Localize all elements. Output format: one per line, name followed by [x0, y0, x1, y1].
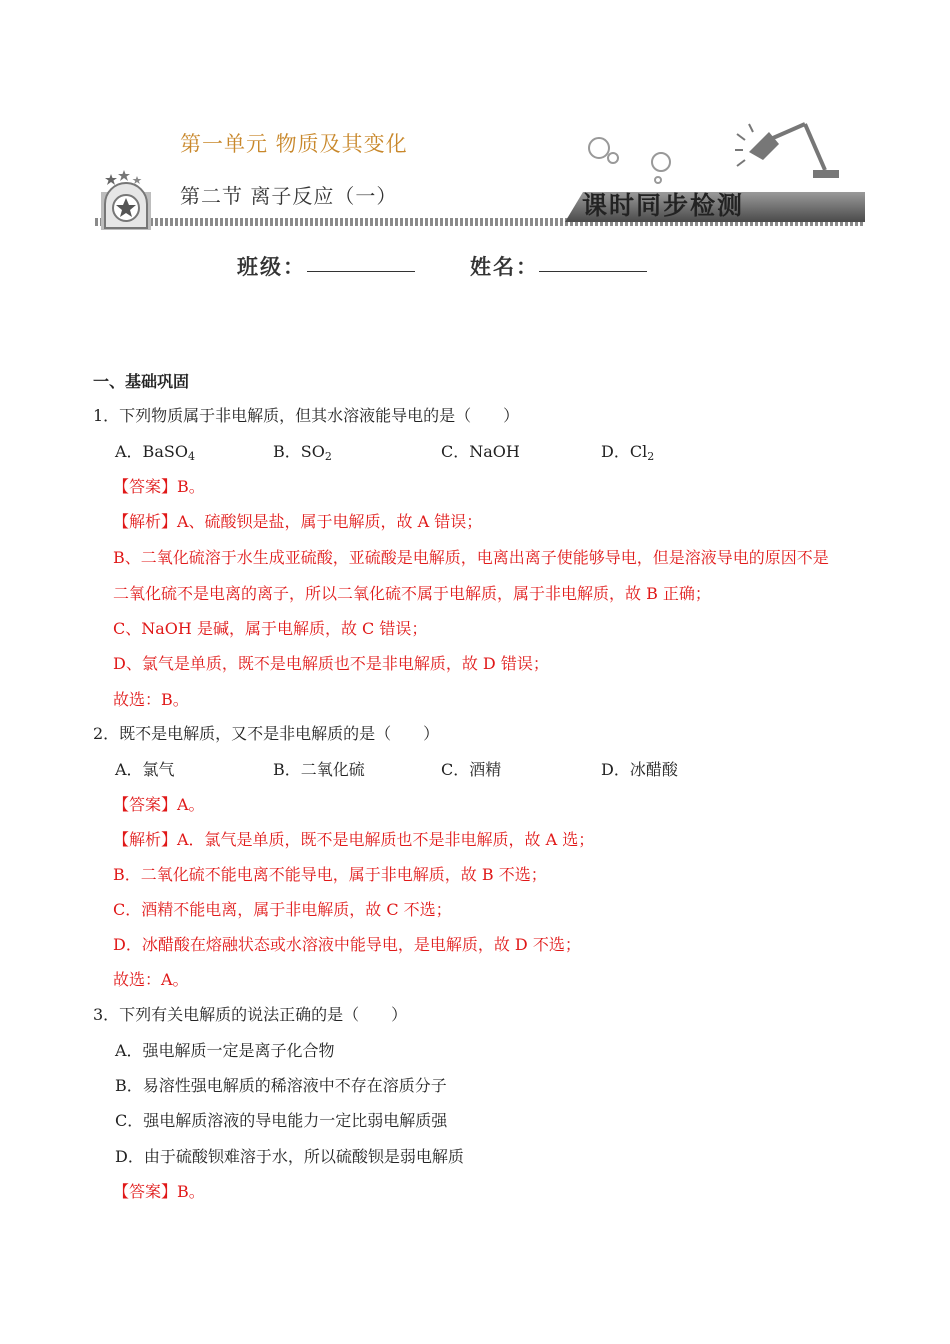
q1-analysis-line: 【解析】A、硫酸钡是盐，属于电解质，故 A 错误； [113, 512, 483, 531]
section-heading: 一、基础巩固 [93, 372, 190, 391]
unit-title: 第一单元 物质及其变化 [180, 132, 408, 156]
q2-analysis-line: B．二氧化硫不能电离不能导电，属于非电解质，故 B 不选； [113, 865, 547, 884]
q2-analysis-line: 故选：A。 [113, 970, 189, 989]
q2-analysis-line: D．冰醋酸在熔融状态或水溶液中能导电，是电解质，故 D 不选； [113, 935, 581, 954]
q2-option-c: C．酒精 [441, 760, 502, 779]
q3-option-a: A．强电解质一定是离子化合物 [115, 1041, 335, 1060]
bubble-icon [585, 135, 621, 165]
q2-option-d: D．冰醋酸 [601, 760, 678, 779]
q3-stem: 3．下列有关电解质的说法正确的是（ ） [93, 1005, 408, 1024]
star-badge-icon [97, 170, 155, 232]
q1-answer: 【答案】B。 [113, 477, 205, 496]
q2-option-a: A．氯气 [115, 760, 175, 779]
q1-stem: 1．下列物质属于非电解质，但其水溶液能导电的是（ ） [93, 406, 520, 425]
q3-answer: 【答案】B。 [113, 1182, 205, 1201]
q1-analysis-line: D、氯气是单质，既不是电解质也不是非电解质，故 D 错误； [113, 654, 549, 673]
sync-title: 课时同步检测 [582, 191, 745, 220]
lamp-icon [735, 118, 845, 188]
class-field[interactable] [307, 271, 415, 272]
q3-option-c: C．强电解质溶液的导电能力一定比弱电解质强 [115, 1111, 448, 1130]
q3-option-d: D．由于硫酸钡难溶于水，所以硫酸钡是弱电解质 [115, 1147, 464, 1166]
q2-analysis-line: 【解析】A．氯气是单质，既不是电解质也不是非电解质，故 A 选； [113, 830, 595, 849]
q1-option-b: B．$SO_2$ [273, 442, 332, 463]
q1-analysis-line: 故选：B。 [113, 690, 189, 709]
q1-option-c: C．NaOH [441, 442, 520, 461]
q2-option-b: B．二氧化硫 [273, 760, 365, 779]
name-field[interactable] [539, 271, 647, 272]
class-label: 班级： [237, 255, 306, 279]
q3-option-b: B．易溶性强电解质的稀溶液中不存在溶质分子 [115, 1076, 447, 1095]
q1-option-a: A．BaSO$_4$ [115, 442, 195, 463]
q1-option-d: D．$Cl_2$ [601, 442, 655, 463]
bubble-icon [648, 150, 674, 186]
q2-stem: 2．既不是电解质，又不是非电解质的是（ ） [93, 724, 440, 743]
q2-analysis-line: C．酒精不能电离，属于非电解质，故 C 不选； [113, 900, 452, 919]
q1-analysis-line: B、二氧化硫溶于水生成亚硫酸，亚硫酸是电解质，电离出离子使能够导电，但是溶液导电的原因不是 [113, 548, 829, 567]
q1-analysis-line: C、NaOH 是碱，属于电解质，故 C 错误； [113, 619, 428, 638]
name-label: 姓名： [470, 255, 539, 279]
section-title: 第二节 离子反应（一） [180, 184, 398, 208]
q2-answer: 【答案】A。 [113, 795, 205, 814]
q1-analysis-line: 二氧化硫不是电离的离子，所以二氧化硫不属于电解质，属于非电解质，故 B 正确； [113, 584, 711, 603]
